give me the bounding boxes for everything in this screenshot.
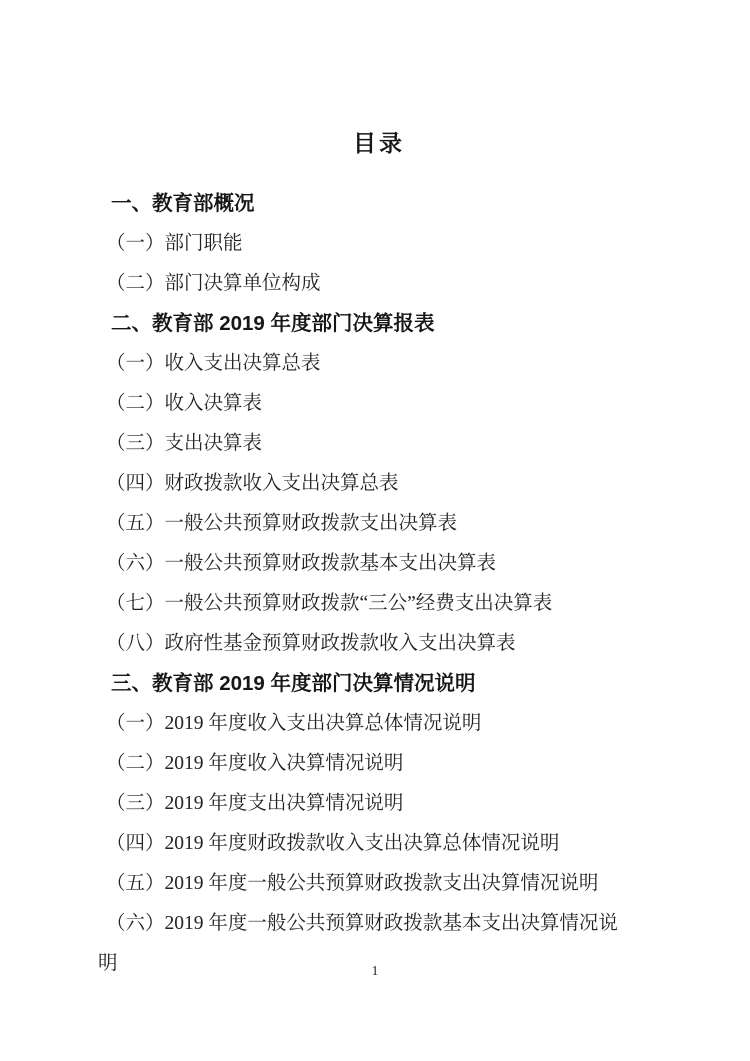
toc-item: （三）支出决算表 <box>106 433 263 454</box>
toc-item: （六）2019 年度一般公共预算财政拨款基本支出决算情况说明 <box>98 913 618 974</box>
toc-item: （四）2019 年度财政拨款收入支出决算总体情况说明 <box>106 833 560 854</box>
toc-item: （五）一般公共预算财政拨款支出决算表 <box>106 513 458 534</box>
toc-section-overview <box>98 184 660 304</box>
page-title: 目录 <box>353 130 405 156</box>
toc-item: （四）财政拨款收入支出决算总表 <box>106 473 399 494</box>
toc-section-heading: 一、教育部概况 <box>111 192 255 215</box>
page-number: 1 <box>371 964 379 979</box>
toc-item: （七）一般公共预算财政拨款“三公”经费支出决算表 <box>106 593 553 614</box>
toc-item: （一）部门职能 <box>106 233 243 254</box>
toc-item: （二）部门决算单位构成 <box>106 273 321 294</box>
toc-item: （二）收入决算表 <box>106 393 263 414</box>
toc-item: （二）2019 年度收入决算情况说明 <box>106 753 404 774</box>
toc-section-heading: 三、教育部 2019 年度部门决算情况说明 <box>111 672 476 695</box>
toc-item: （八）政府性基金预算财政拨款收入支出决算表 <box>106 633 516 654</box>
toc-item: （一）2019 年度收入支出决算总体情况说明 <box>106 713 482 734</box>
toc-item: （三）2019 年度支出决算情况说明 <box>106 793 404 814</box>
toc-section-explanations <box>98 664 660 984</box>
toc-section-report-tables <box>98 304 660 664</box>
toc-item: （六）一般公共预算财政拨款基本支出决算表 <box>106 553 497 574</box>
toc-item: （一）收入支出决算总表 <box>106 353 321 374</box>
toc-section-heading: 二、教育部 2019 年度部门决算报表 <box>111 312 435 335</box>
toc-item: （五）2019 年度一般公共预算财政拨款支出决算情况说明 <box>106 873 599 894</box>
